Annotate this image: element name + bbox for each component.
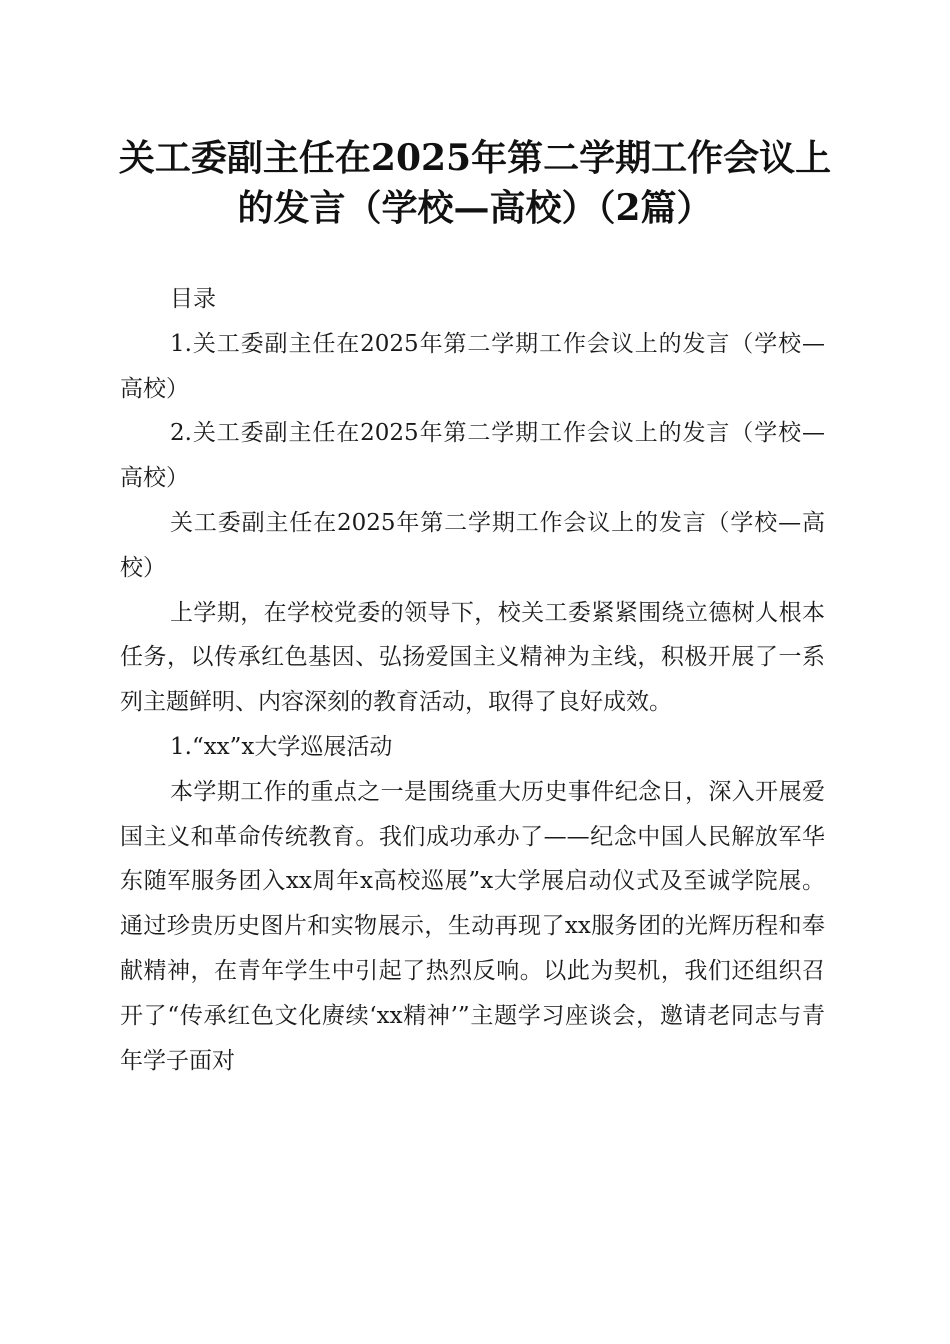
toc-item: 2.关工委副主任在2025年第二学期工作会议上的发言（学校—高校）	[120, 420, 825, 492]
paragraph: 上学期，在学校党委的领导下，校关工委紧紧围绕立德树人根本任务，以传承红色基因、弘扬爱国主义精神为主线，积极开展了一系列主题鲜明、内容深刻的教育活动，取得了良好成效。	[120, 599, 825, 716]
toc-heading: 目录	[170, 286, 216, 312]
document-title: 关工委副主任在2025年第二学期工作会议上的发言（学校—高校）（2篇）	[118, 137, 832, 229]
section-heading: 1.“xx”x大学巡展活动	[170, 733, 393, 760]
document-body	[120, 277, 825, 1083]
article-title: 关工委副主任在2025年第二学期工作会议上的发言（学校—高校）	[120, 509, 825, 581]
toc-item: 1.关工委副主任在2025年第二学期工作会议上的发言（学校—高校）	[120, 330, 825, 402]
paragraph: 本学期工作的重点之一是围绕重大历史事件纪念日，深入开展爱国主义和革命传统教育。我们成功承办了——纪念中国人民解放军华东随军服务团入xx周年x高校巡展”x大学展启动仪式及至诚学院展。通过珍贵历史图片和实物展示，生动再现了xx服务团的光辉历程和奉献精神，在青年学生中引起了热烈反响。以此为契机，我们还组织召开了“传承红色文化赓续‘xx精神’”主题学习座谈会，邀请老同志与青年学子面对	[120, 778, 825, 1074]
